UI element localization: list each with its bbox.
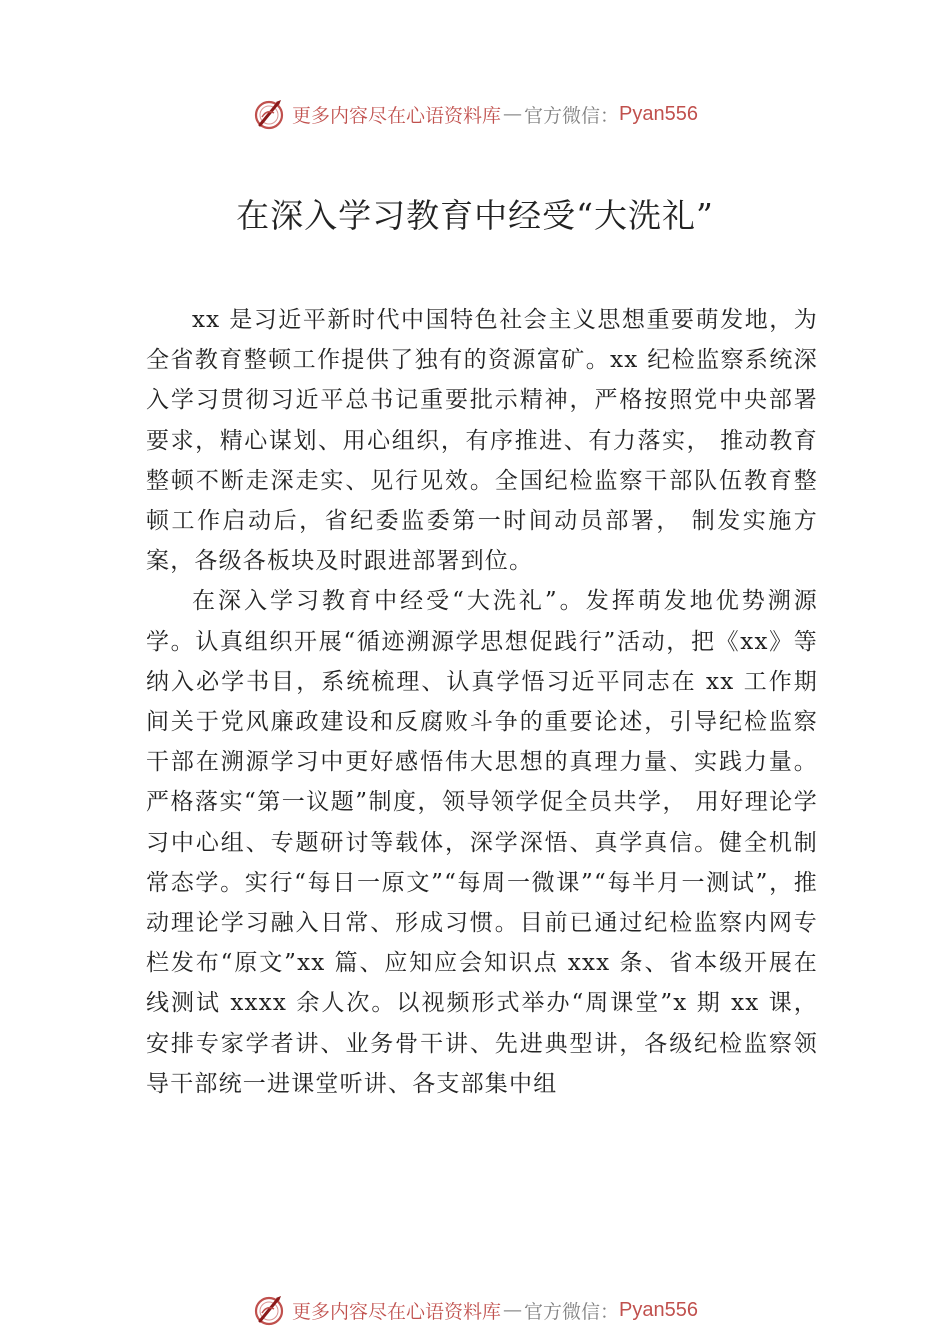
footer-wechat-id: Pyan556 (619, 1298, 698, 1321)
footer-banner (0, 1290, 950, 1330)
footer-banner-text: 更多内容尽在心语资料库 (292, 1300, 502, 1323)
brush-pen-logo-icon (252, 97, 286, 131)
header-banner (0, 94, 950, 134)
brush-pen-logo-icon (252, 1293, 286, 1327)
header-official-label: 官方微信： (524, 104, 620, 127)
document-body (146, 300, 818, 1104)
header-banner-dash: — (503, 103, 523, 125)
header-wechat-id: Pyan556 (619, 102, 698, 125)
header-banner-text: 更多内容尽在心语资料库 (292, 104, 502, 127)
paragraph: 在深入学习教育中经受“大洗礼”。发挥萌发地优势溯源学。认真组织开展“循迹溯源学思想促践行”活动，把《xx》等纳入必学书目，系统梳理、认真学悟习近平同志在 xx 工作期间关于党风廉政建设和反腐败斗争的重要论述，引导纪检监察干部在溯源学习中更好感悟伟大思想的真理力量、实践力量。严格落实“第一议题”制度，领导领学促全员共学， 用好理论学习中心组、专题研讨等载体，深学深悟、真学真信。健全机制常态学。实行“每日一原文”“每周一微课”“每半月一测试”，推动理论学习融入日常、形成习惯。目前已通过纪检监察内网专栏发布“原文”xx 篇、应知应会知识点 xxx 条、省本级开展在线测试 xxxx 余人次。以视频形式举办“周课堂”x 期 xx 课，安排专家学者讲、业务骨干讲、先进典型讲，各级纪检监察领导干部统一进课堂听讲、各支部集中组 (146, 588, 818, 1097)
document-title: 在深入学习教育中经受“大洗礼” (236, 196, 714, 235)
footer-banner-dash: — (503, 1299, 523, 1321)
footer-official-label: 官方微信： (524, 1300, 620, 1323)
paragraph: xx 是习近平新时代中国特色社会主义思想重要萌发地，为全省教育整顿工作提供了独有的资源富矿。xx 纪检监察系统深入学习贯彻习近平总书记重要批示精神，严格按照党中央部署要求，精心谋划、用心组织，有序推进、有力落实， 推动教育整顿不断走深走实、见行见效。全国纪检监察干部队伍教育整顿工作启动后，省纪委监委第一时间动员部署， 制发实施方案，各级各板块及时跟进部署到位。 (146, 307, 818, 575)
